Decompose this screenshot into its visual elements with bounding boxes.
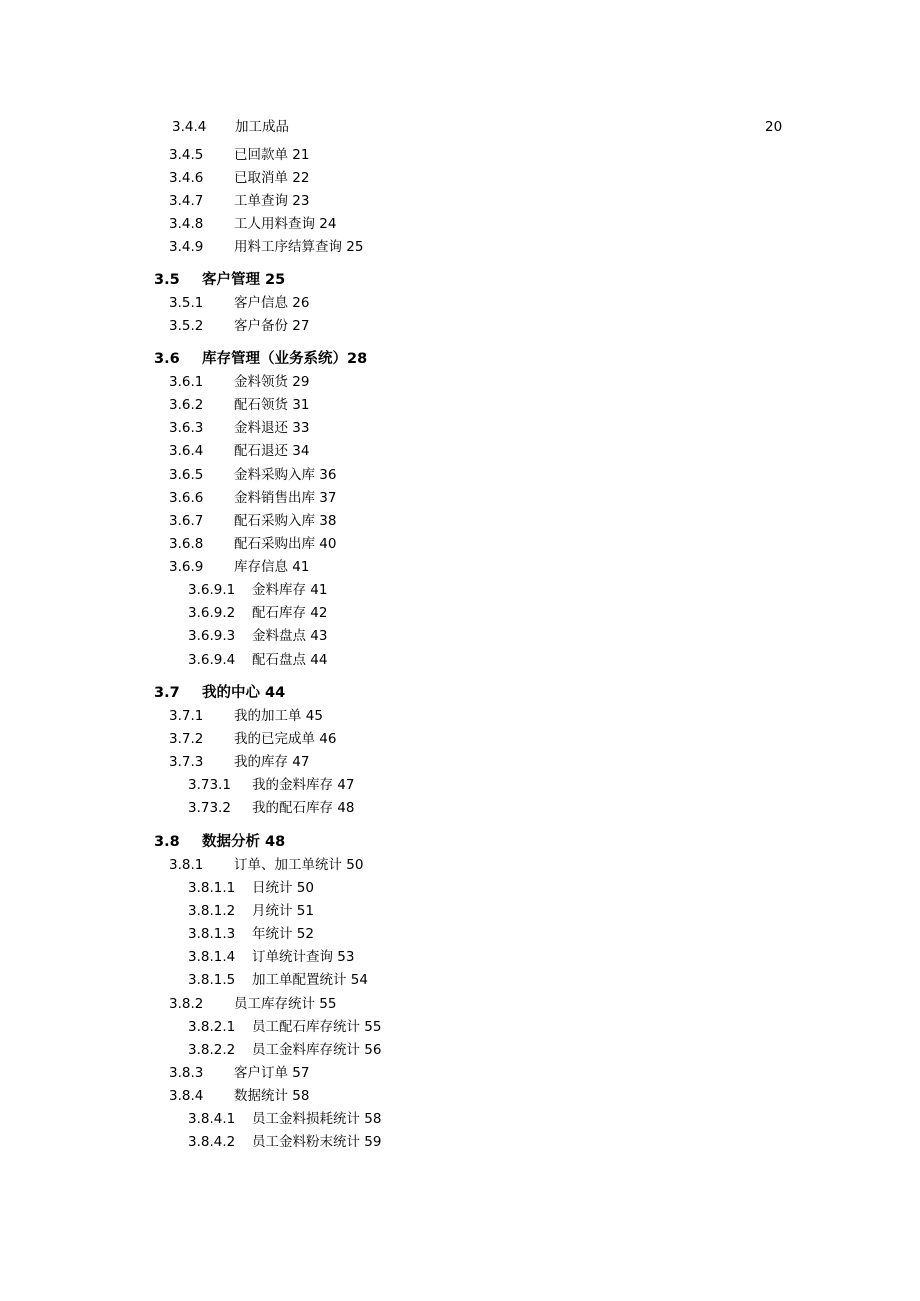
toc-entry-title: 年统计 52 — [252, 926, 314, 942]
toc-entry-title: 已回款单 21 — [234, 147, 310, 163]
toc-entry-title: 配石盘点 44 — [252, 652, 328, 668]
toc-entry-title: 加工成品 — [235, 119, 289, 135]
toc-entry-title: 我的金料库存 47 — [252, 777, 355, 793]
toc-entry-title: 日统计 50 — [252, 880, 314, 896]
toc-entry-title: 已取消单 22 — [234, 170, 310, 186]
toc-entry-title: 配石采购出库 40 — [234, 536, 337, 552]
toc-entry-number: 3.8.1.4 — [188, 949, 236, 965]
toc-entry-title: 配石领货 31 — [234, 397, 310, 413]
toc-entry-title: 配石库存 42 — [252, 605, 328, 621]
toc-entry-title: 客户订单 57 — [234, 1065, 310, 1081]
toc-entry-number: 3.4.5 — [169, 147, 204, 163]
toc-entry-title: 我的库存 47 — [234, 754, 310, 770]
toc-entry-number: 3.6.9.1 — [188, 582, 236, 598]
toc-entry-number: 3.5 — [154, 272, 180, 288]
toc-entry-number: 3.6.8 — [169, 536, 204, 552]
toc-entry-number: 3.8.2 — [169, 996, 204, 1012]
toc-entry-title: 用料工序结算查询 25 — [234, 239, 364, 255]
toc-entry-title: 金料退还 33 — [234, 420, 310, 436]
toc-entry-title: 工人用料查询 24 — [234, 216, 337, 232]
toc-entry-number: 3.7 — [154, 685, 180, 701]
toc-entry-title: 我的已完成单 46 — [234, 731, 337, 747]
toc-entry-title: 员工库存统计 55 — [234, 996, 337, 1012]
toc-entry-number: 3.4.8 — [169, 216, 204, 232]
toc-entry-title: 客户管理 25 — [202, 272, 286, 288]
toc-entry-number: 3.6.9.2 — [188, 605, 236, 621]
toc-entry-number: 3.5.1 — [169, 295, 204, 311]
toc-entry-number: 3.8.3 — [169, 1065, 204, 1081]
toc-entry-title: 金料领货 29 — [234, 374, 310, 390]
toc-entry-number: 3.8.4 — [169, 1088, 204, 1104]
toc-entry-number: 3.8.1.3 — [188, 926, 236, 942]
toc-entry-title: 工单查询 23 — [234, 193, 310, 209]
toc-entry-title: 数据分析 48 — [202, 834, 286, 850]
toc-entry-number: 3.6.9.4 — [188, 652, 236, 668]
toc-entry-number: 3.6.9.3 — [188, 628, 236, 644]
toc-entry-number: 3.8.1.2 — [188, 903, 236, 919]
toc-entry-title: 员工金料库存统计 56 — [252, 1042, 382, 1058]
toc-entry-number: 3.8.1.5 — [188, 972, 236, 988]
toc-entry-number: 3.6.2 — [169, 397, 204, 413]
toc-entry-title: 我的加工单 45 — [234, 708, 323, 724]
toc-entry-title: 我的配石库存 48 — [252, 800, 355, 816]
toc-entry-title: 客户信息 26 — [234, 295, 310, 311]
toc-entry-number: 3.8.1.1 — [188, 880, 236, 896]
toc-entry-title: 金料库存 41 — [252, 582, 328, 598]
toc-entry-number: 3.4.9 — [169, 239, 204, 255]
toc-entry-number: 3.6.3 — [169, 420, 204, 436]
toc-entry-title: 员工金料粉末统计 59 — [252, 1134, 382, 1150]
toc-entry-number: 3.4.4 — [172, 119, 207, 135]
toc-entry-title: 月统计 51 — [252, 903, 314, 919]
toc-entry-number: 3.4.6 — [169, 170, 204, 186]
toc-entry-title: 配石采购入库 38 — [234, 513, 337, 529]
toc-entry-number: 3.8.1 — [169, 857, 204, 873]
toc-entry-title: 员工金料损耗统计 58 — [252, 1111, 382, 1127]
toc-entry-title: 员工配石库存统计 55 — [252, 1019, 382, 1035]
toc-entry-number: 3.7.1 — [169, 708, 204, 724]
toc-entry-number: 3.7.3 — [169, 754, 204, 770]
toc-entry-number: 3.6.6 — [169, 490, 204, 506]
toc-entry-title: 我的中心 44 — [202, 685, 286, 701]
toc-entry-number: 3.73.1 — [188, 777, 231, 793]
toc-entry-number: 3.6.1 — [169, 374, 204, 390]
toc-entry-number: 3.6.9 — [169, 559, 204, 575]
toc-entry-number: 3.6.4 — [169, 443, 204, 459]
toc-entry-number: 3.6.7 — [169, 513, 204, 529]
toc-entry-number: 3.73.2 — [188, 800, 231, 816]
toc-entry-title: 订单统计查询 53 — [252, 949, 355, 965]
toc-entry-title: 配石退还 34 — [234, 443, 310, 459]
toc-entry-title: 金料销售出库 37 — [234, 490, 337, 506]
toc-entry-number: 3.7.2 — [169, 731, 204, 747]
toc-entry-number: 3.6.5 — [169, 467, 204, 483]
toc-entry-title: 加工单配置统计 54 — [252, 972, 368, 988]
toc-entry-number: 3.5.2 — [169, 318, 204, 334]
toc-entry-title: 订单、加工单统计 50 — [234, 857, 364, 873]
toc-entry-number: 3.4.7 — [169, 193, 204, 209]
toc-entry-title: 库存管理（业务系统）28 — [202, 351, 368, 367]
toc-entry-number: 3.8.4.1 — [188, 1111, 236, 1127]
toc-entry-number: 3.8.4.2 — [188, 1134, 236, 1150]
toc-entry-title: 库存信息 41 — [234, 559, 310, 575]
toc-entry-title: 数据统计 58 — [234, 1088, 310, 1104]
toc-entry-title: 金料采购入库 36 — [234, 467, 337, 483]
toc-entry-page: 20 — [765, 119, 783, 135]
toc-entry-number: 3.6 — [154, 351, 180, 367]
toc-entry-title: 金料盘点 43 — [252, 628, 328, 644]
toc-entry-number: 3.8.2.1 — [188, 1019, 236, 1035]
toc-entry-number: 3.8 — [154, 834, 180, 850]
toc-entry-title: 客户备份 27 — [234, 318, 310, 334]
toc-entry-number: 3.8.2.2 — [188, 1042, 236, 1058]
